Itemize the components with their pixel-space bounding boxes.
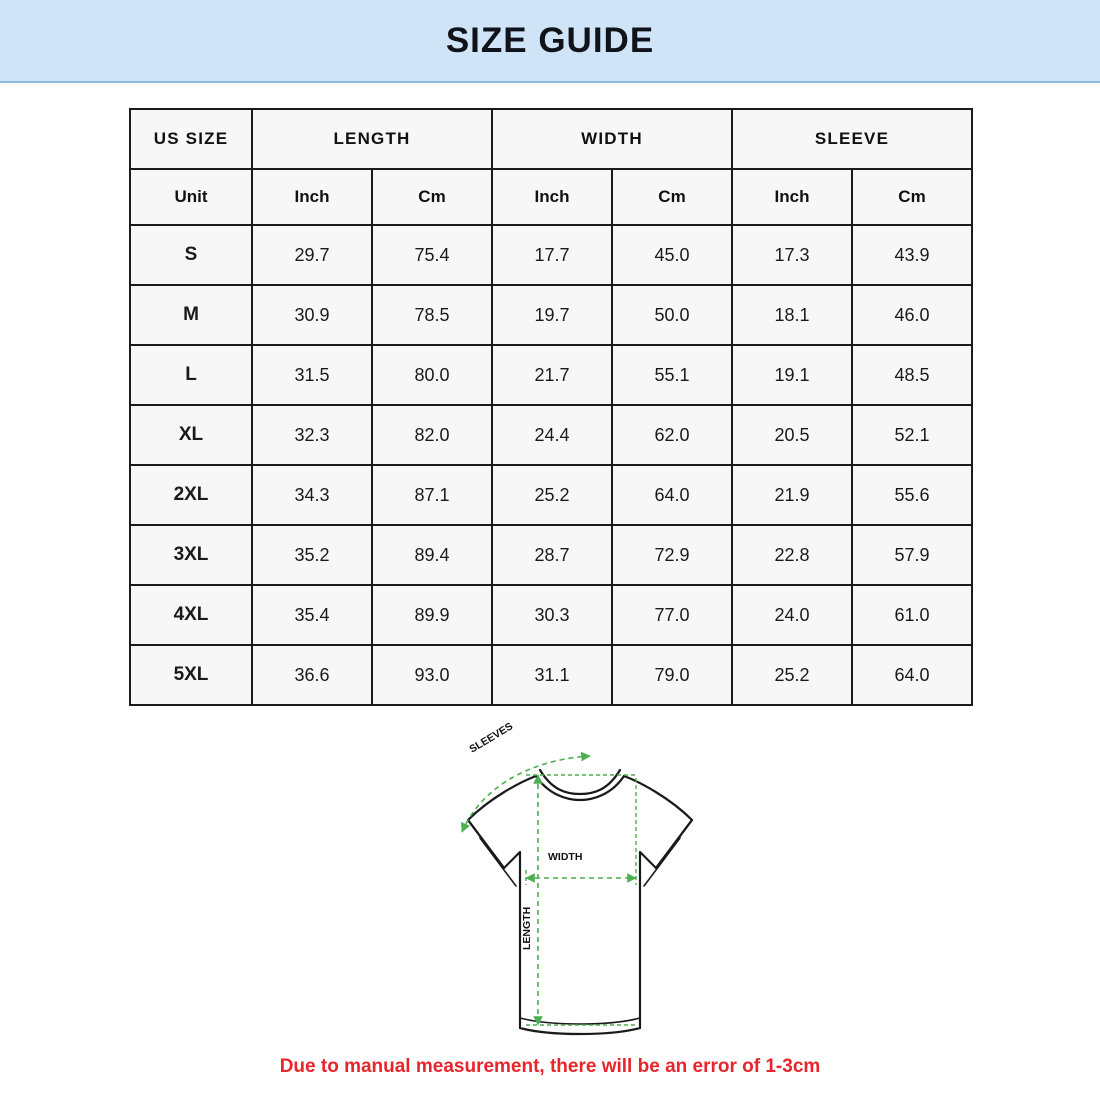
cell-width-inch: 24.4 bbox=[492, 405, 612, 465]
cell-width-cm: 50.0 bbox=[612, 285, 732, 345]
cell-length-inch: 29.7 bbox=[252, 225, 372, 285]
cell-width-inch: 17.7 bbox=[492, 225, 612, 285]
table-row bbox=[130, 285, 972, 345]
cell-sleeve-cm: 55.6 bbox=[852, 465, 972, 525]
cell-sleeve-cm: 57.9 bbox=[852, 525, 972, 585]
cell-sleeve-cm: 48.5 bbox=[852, 345, 972, 405]
cell-length-cm: 80.0 bbox=[372, 345, 492, 405]
cell-length-cm: 89.4 bbox=[372, 525, 492, 585]
unit-length-cm: Cm bbox=[372, 169, 492, 225]
cell-width-inch: 30.3 bbox=[492, 585, 612, 645]
cell-width-inch: 25.2 bbox=[492, 465, 612, 525]
cell-sleeve-inch: 20.5 bbox=[732, 405, 852, 465]
unit-width-cm: Cm bbox=[612, 169, 732, 225]
cell-width-inch: 31.1 bbox=[492, 645, 612, 705]
cell-width-inch: 28.7 bbox=[492, 525, 612, 585]
length-label: LENGTH bbox=[521, 906, 533, 950]
unit-sleeve-cm: Cm bbox=[852, 169, 972, 225]
cell-width-cm: 72.9 bbox=[612, 525, 732, 585]
cell-size: 4XL bbox=[130, 585, 252, 645]
cell-sleeve-inch: 17.3 bbox=[732, 225, 852, 285]
measurement-disclaimer: Due to manual measurement, there will be an error of 1-3cm bbox=[279, 1056, 821, 1077]
cell-width-inch: 19.7 bbox=[492, 285, 612, 345]
group-header-length: LENGTH bbox=[252, 109, 492, 169]
cell-width-cm: 45.0 bbox=[612, 225, 732, 285]
table-row bbox=[130, 525, 972, 585]
table-row bbox=[130, 225, 972, 285]
cell-length-inch: 35.2 bbox=[252, 525, 372, 585]
table-unit-row bbox=[130, 169, 972, 225]
size-chart-table bbox=[129, 108, 973, 706]
cell-size: XL bbox=[130, 405, 252, 465]
unit-label: Unit bbox=[130, 169, 252, 225]
sleeves-label: SLEEVES bbox=[467, 720, 516, 756]
group-header-sleeve: SLEEVE bbox=[732, 109, 972, 169]
table-row bbox=[130, 465, 972, 525]
cell-width-cm: 79.0 bbox=[612, 645, 732, 705]
cell-length-cm: 87.1 bbox=[372, 465, 492, 525]
table-row bbox=[130, 645, 972, 705]
cell-length-cm: 89.9 bbox=[372, 585, 492, 645]
cell-length-cm: 75.4 bbox=[372, 225, 492, 285]
cell-size: 5XL bbox=[130, 645, 252, 705]
cell-sleeve-cm: 46.0 bbox=[852, 285, 972, 345]
page-header bbox=[0, 0, 1100, 83]
table-row bbox=[130, 585, 972, 645]
width-label: WIDTH bbox=[548, 851, 583, 863]
cell-sleeve-cm: 52.1 bbox=[852, 405, 972, 465]
cell-sleeve-inch: 25.2 bbox=[732, 645, 852, 705]
cell-width-inch: 21.7 bbox=[492, 345, 612, 405]
cell-length-cm: 82.0 bbox=[372, 405, 492, 465]
group-header-width: WIDTH bbox=[492, 109, 732, 169]
cell-sleeve-cm: 43.9 bbox=[852, 225, 972, 285]
cell-size: 2XL bbox=[130, 465, 252, 525]
tshirt-measurement-diagram bbox=[0, 720, 1100, 1050]
cell-width-cm: 55.1 bbox=[612, 345, 732, 405]
cell-length-inch: 32.3 bbox=[252, 405, 372, 465]
cell-width-cm: 64.0 bbox=[612, 465, 732, 525]
cell-length-inch: 34.3 bbox=[252, 465, 372, 525]
unit-sleeve-inch: Inch bbox=[732, 169, 852, 225]
cell-sleeve-inch: 21.9 bbox=[732, 465, 852, 525]
cell-length-inch: 30.9 bbox=[252, 285, 372, 345]
cell-width-cm: 77.0 bbox=[612, 585, 732, 645]
cell-sleeve-cm: 61.0 bbox=[852, 585, 972, 645]
cell-sleeve-inch: 24.0 bbox=[732, 585, 852, 645]
size-table-container bbox=[129, 108, 971, 706]
cell-length-cm: 93.0 bbox=[372, 645, 492, 705]
cell-size: S bbox=[130, 225, 252, 285]
table-row bbox=[130, 405, 972, 465]
table-row bbox=[130, 345, 972, 405]
cell-length-cm: 78.5 bbox=[372, 285, 492, 345]
tshirt-illustration bbox=[340, 720, 760, 1050]
cell-length-inch: 31.5 bbox=[252, 345, 372, 405]
unit-width-inch: Inch bbox=[492, 169, 612, 225]
cell-width-cm: 62.0 bbox=[612, 405, 732, 465]
cell-length-inch: 36.6 bbox=[252, 645, 372, 705]
cell-size: L bbox=[130, 345, 252, 405]
group-header-us-size: US SIZE bbox=[130, 109, 252, 169]
cell-size: 3XL bbox=[130, 525, 252, 585]
cell-sleeve-inch: 19.1 bbox=[732, 345, 852, 405]
cell-length-inch: 35.4 bbox=[252, 585, 372, 645]
unit-length-inch: Inch bbox=[252, 169, 372, 225]
page-title: SIZE GUIDE bbox=[445, 20, 655, 60]
cell-size: M bbox=[130, 285, 252, 345]
cell-sleeve-inch: 22.8 bbox=[732, 525, 852, 585]
table-group-header-row bbox=[130, 109, 972, 169]
cell-sleeve-cm: 64.0 bbox=[852, 645, 972, 705]
cell-sleeve-inch: 18.1 bbox=[732, 285, 852, 345]
